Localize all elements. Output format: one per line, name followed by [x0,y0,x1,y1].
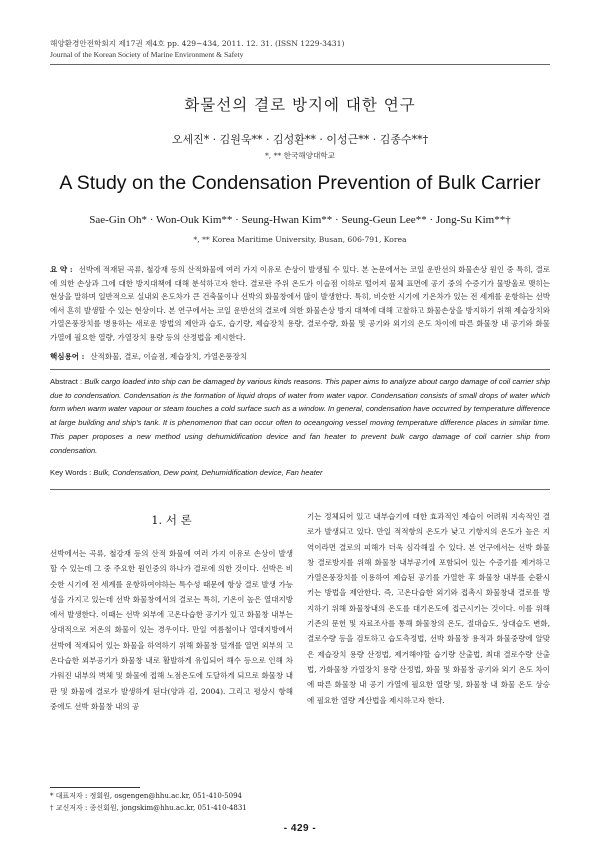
korean-abstract-text: 선박에 적재된 곡류, 철강재 등의 산적화물에 여러 가지 이유로 손상이 발생될 수 있다. 본 논문에서는 코일 운반선의 화물손상 원인 중 특히, 결로에 의한 손상과 그에 대한 방지대책에 대해 분석하고자 한다. 결로란 주위 온도가 이슬점 이하로 떨어져 물체 표면에 공기 중의 수증기가 물방울로 맺히는 현상을 말하며 일반적으로 실내외 온도차가 큰 건축물이나 선박의 화물창에서 많이 발생한다. 특히, 비슷한 시기에 기온차가 있는 전 세계를 운항하는 선박에서 흔히 발생할 수 있는 현상이다. 본 연구에서는 코일 운반선의 결로에 의한 화물손상 방지 대책에 대해 고찰하고 화물손상을 방지하기 위해 제습장치와 가열온풍장치를 병용하는 새로운 방법의 제안과 습도, 습기량, 제습장치 용량, 결로수량, 화물 및 공기와 외기의 온도 차이에 따른 화물창 내 공기와 화물 가열에 필요한 열량, 가열장치 용량 등의 산정법을 제시한다. [50,265,551,342]
journal-header [50,38,344,60]
header-rule [50,64,550,65]
right-column [307,509,550,708]
english-abstract-text: Bulk cargo loaded into ship can be damaged by various kinds reasons. This paper aims to analyze about cargo damage of coil carrier ship due to condensation. Condensation is the formation of liquid drops of water from water vapor. Condensation consists of small drops of water which form when warm water vapour or steam touches a cold surface such as a window. In general, condensation have occurred by temperature difference at large building and ship's tank. It is phenomenon that can occur often to oceangoing vessel moving temperature difference places in similar time. This paper proposes a new method using dehumidification device and fan heater to prevent bulk cargo damage of coil carrier ship from condensation. [50,377,550,455]
korean-title: 화물선의 결로 방지에 대한 연구 [184,96,416,114]
korean-abstract-label: 요 약 : [50,265,73,274]
english-abstract-label: Abstract : [50,377,83,386]
left-column [50,546,293,714]
english-affiliation: *, ** Korea Maritime University, Busan, 606-791, Korea [193,235,407,244]
footnote-author: * 대표저자 : 정회원, osgengen@hhu.ac.kr, 051-410-5094 [50,792,242,800]
korean-keywords-text: 산적화물, 결로, 이슬점, 제습장치, 가열온풍장치 [90,352,248,361]
section-title: 1. 서 론 [151,513,192,527]
english-keywords [50,468,323,477]
english-title: A Study on the Condensation Prevention of Bulk Carrier [59,172,541,194]
journal-header-en: Journal of the Korean Society of Marine Environment & Safety [50,50,244,59]
korean-authors: 오세진* · 김원욱** · 김성환** · 이성근** · 김종수**† [171,133,429,146]
english-keywords-label: Key Words : [50,468,92,477]
english-authors: Sae-Gin Oh* · Won-Ouk Kim** · Seung-Hwan Kim** · Seung-Geun Lee** · Jong-Su Kim**† [89,214,511,226]
intro-paragraph-left: 선박에서는 곡류, 철강재 등의 산적 화물에 여러 가지 이유로 손상이 발생할 수 있는데 그 중 주요한 원인중의 하나가 결로에 의한 것이다. 선박은 비슷한 시기에 전 세계를 운항하여야하는 특수성 때문에 항상 결로 발생 가능성을 가지고 있는데 선박 화물창에서의 결로는 특히, 기온이 높은 열대지방에서 발생한다. 이때는 선박 외부에 고온다습한 공기가 있고 화물창 내부는 상대적으로 저온의 화물이 있는 경우이다. 만일 여름철이나 열대지방에서 선박에 적재되어 있는 화물을 하역하기 위해 화물창 덮개를 열면 외부의 고온다습한 외부공기가 화물창 내로 활발하게 유입되어 해수 등으로 인해 차가워진 내부의 벽체 및 화물에 접해 노점온도에 도달하게 되므로 화물창 내판 및 화물에 결로가 발생하게 된다(양과 김, 2004). 그리고 평상시 항해 중에도 선박 화물창 내의 공 [50,549,293,711]
korean-keywords [50,351,247,362]
english-keywords-text: Bulk, Condensation, Dew point, Dehumidification device, Fan heater [93,468,323,477]
english-abstract [50,375,550,457]
keywords-rule [50,489,550,490]
korean-affiliation: *, ** 한국해양대학교 [265,151,335,160]
journal-header-kor: 해양환경안전학회지 제17권 제4호 pp. 429~434, 2011. 12. 31. (ISSN 1229-3431) [50,39,345,48]
abstract-rule [50,369,550,370]
intro-paragraph-right: 기는 정체되어 있고 내부습기에 대한 효과적인 제습이 어려워 지속적인 결로가 발생되고 있다. 만일 적적항의 온도가 낮고 기항지의 온도가 높은 지역이라면 결로의 피해가 더욱 심각해질 수 있다. 본 연구에서는 선박 화물창 결로방지를 위해 화물창 내부공기에 포함되어 있는 수증기를 제거하고 가열온풍장치를 이용하여 제습된 공기를 가열한 후 화물창 내부를 순환시키는 방법을 제안한다. 즉, 고온다습한 외기와 접촉시 화물창내 결로를 방지하기 위해 화물창내의 온도를 대기온도에 접근시키는 것이다. 이를 위해 기존의 문헌 및 자료조사를 통해 화물창의 온도, 절대습도, 상대습도 변화, 결로수량 등을 검토하고 습도측정법, 선박 화물창 용적과 화물중량에 알맞은 제습장치 용량 산정법, 제거해야할 습기량 산출법, 최대 결로수량 산출법, 가화물창 가열장치 용량 산정법, 화물 및 화물창 공기와 외기 온도 차이에 따른 화물창 내 공기 가열에 필요한 열량 및, 화물창 내 화물 온도 상승에 필요한 열량 계산법을 제시하고자 한다. [307,512,550,705]
korean-keywords-label: 핵심용어 : [50,352,85,361]
footnote-rule [50,787,140,788]
footnote-corresponding: † 교신저자 : 종신회원, jongskim@hhu.ac.kr, 051-410-4831 [50,804,247,812]
page-number: - 429 - [283,823,317,834]
korean-abstract [50,263,550,345]
